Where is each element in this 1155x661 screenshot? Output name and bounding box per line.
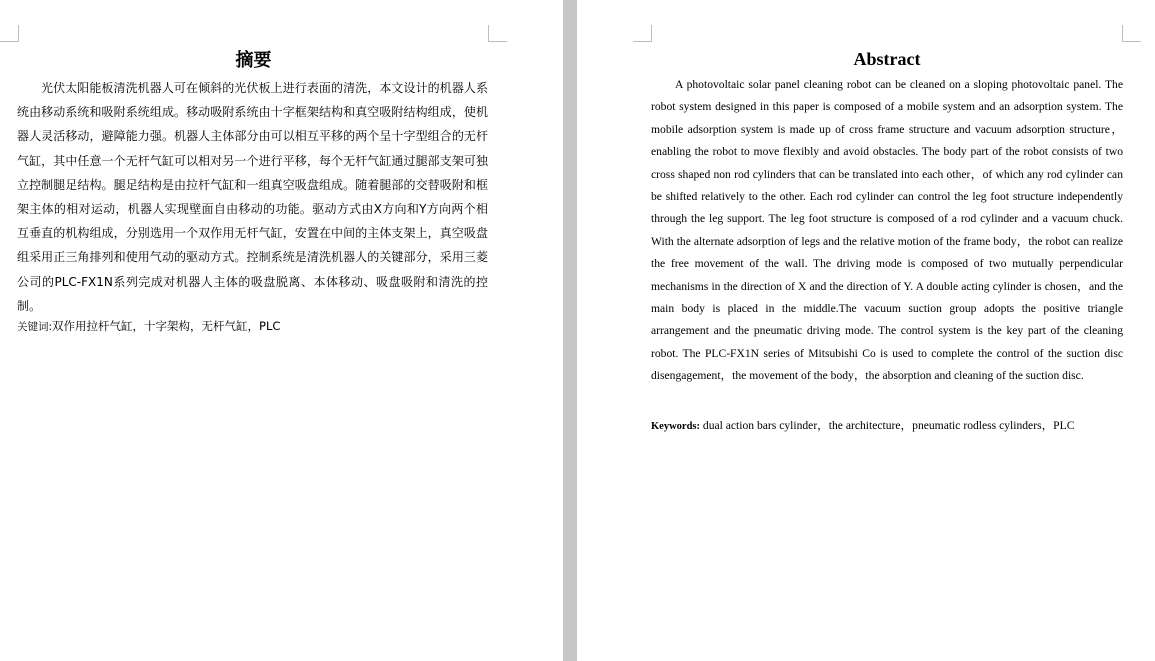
document-page-left	[0, 0, 563, 661]
keywords-line-chinese	[17, 318, 497, 334]
crop-mark-top-left	[633, 25, 652, 42]
keywords-line-english	[651, 417, 1131, 433]
keywords-text: 双作用拉杆气缸，十字架构，无杆气缸，PLC	[52, 319, 281, 333]
document-page-right	[577, 0, 1155, 661]
keywords-label: 关键词:	[17, 321, 53, 333]
crop-mark-top-right	[1122, 25, 1141, 42]
crop-mark-top-right	[488, 25, 507, 42]
keywords-text: dual action bars cylinder，the architecture，pneumatic rodless cylinders，PLC	[700, 419, 1075, 432]
crop-mark-top-left	[0, 25, 19, 42]
abstract-body-english: A photovoltaic solar panel cleaning robot can be cleaned on a sloping photovoltaic panel. The robot system designed in this paper is composed of a mobile system and an adsorption system. The mobile adsorption system is made up of cross frame structure and vacuum adsorption structure，enabling the robot to move flexibly and avoid obstacles. The body part of the robot consists of two cross shaped non rod cylinders that can be translated into each other，of which any rod cylinder can be shifted relatively to the other. Each rod cylinder can control the leg foot structure independently through the leg support. The leg foot structure is composed of a rod cylinder and a vacuum chuck. With the alternate adsorption of legs and the relative motion of the frame body，the robot can realize the free movement of the wall. The driving mode is composed of two mutually perpendicular mechanisms in the direction of X and the direction of Y. A double acting cylinder is chosen，and the main body is placed in the middle.The vacuum suction group adopts the positive triangle arrangement and the pneumatic driving mode. The control system is the key part of the cleaning robot. The PLC-FX1N series of Mitsubishi Co is used to complete the control of the suction disc disengagement，the movement of the body，the absorption and cleaning of the suction disc.	[651, 78, 1123, 383]
page-gap	[563, 0, 577, 661]
page-title-chinese-abstract: 摘要	[235, 50, 272, 71]
abstract-body-chinese: 光伏太阳能板清洗机器人可在倾斜的光伏板上进行表面的清洗，本文设计的机器人系统由移动系统和吸附系统组成。移动吸附系统由十字框架结构和真空吸附结构组成，使机器人灵活移动，避障能力强。机器人主体部分由可以相互平移的两个呈十字型组合的无杆气缸，其中任意一个无杆气缸可以相对另一个进行平移，每个无杆气缸通过腿部支架可独立控制腿足结构。腿足结构是由拉杆气缸和一组真空吸盘组成。随着腿部的交替吸附和框架主体的相对运动，机器人实现壁面自由移动的功能。驱动方式由X方向和Y方向两个相互垂直的机构组成，分别选用一个双作用无杆气缸，安置在中间的主体支架上，真空吸盘组采用正三角排列和使用气动的驱动方式。控制系统是清洗机器人的关键部分，采用三菱公司的PLC-FX1N系列完成对机器人主体的吸盘脱离、本体移动、吸盘吸附和清洗的控制。	[17, 81, 488, 313]
page-title-english-abstract: Abstract	[853, 49, 921, 69]
keywords-label: Keywords:	[651, 421, 700, 432]
